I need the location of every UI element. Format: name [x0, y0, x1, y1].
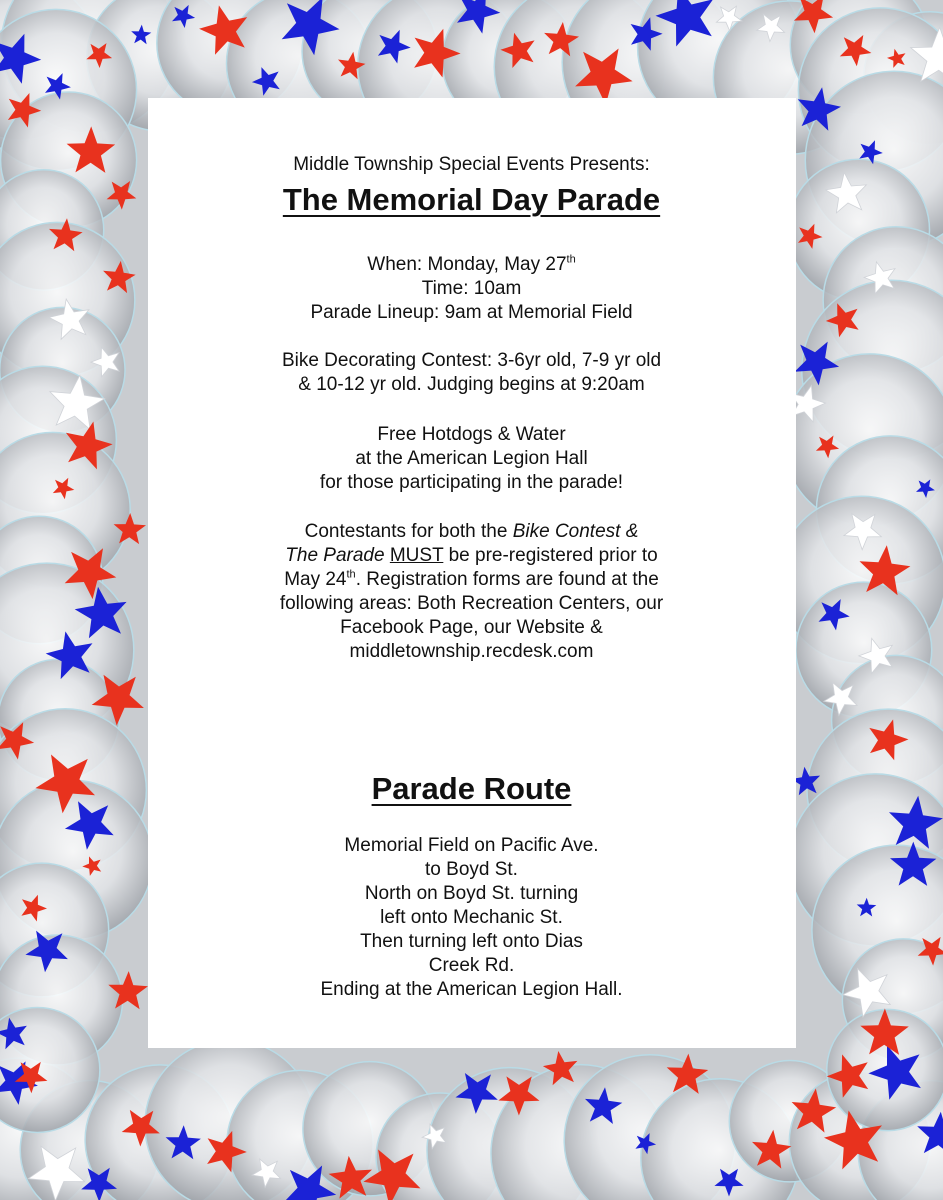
- registration-line-1: [170, 520, 773, 544]
- registration-info: [170, 520, 773, 664]
- registration-l1-a: Contestants for both the: [304, 521, 513, 542]
- time-line: Time: 10am: [421, 278, 522, 299]
- route-line: to Boyd St.: [425, 859, 518, 880]
- route-heading: [170, 770, 773, 808]
- deadline-suffix: th: [346, 568, 356, 581]
- route-line: left onto Mechanic St.: [380, 907, 563, 928]
- when-suffix: th: [566, 253, 576, 266]
- deadline-date: May 24: [284, 569, 347, 590]
- registration-l2-d: be pre-registered prior to: [443, 545, 658, 566]
- bike-contest: [170, 349, 773, 397]
- lineup-line: Parade Lineup: 9am at Memorial Field: [310, 302, 633, 323]
- route-line: North on Boyd St. turning: [364, 883, 579, 904]
- bike-contest-line-2: & 10-12 yr old. Judging begins at 9:20am: [298, 374, 645, 395]
- schedule: [170, 253, 773, 325]
- route-line: Creek Rd.: [428, 955, 515, 976]
- food-line-3: for those participating in the parade!: [319, 472, 624, 493]
- parade-emphasis: The Parade: [285, 545, 385, 566]
- must-underline: MUST: [389, 545, 444, 566]
- route-line: Ending at the American Legion Hall.: [320, 979, 623, 1000]
- when-text: When: Monday, May 27: [367, 254, 567, 275]
- route-line: Memorial Field on Pacific Ave.: [344, 835, 599, 856]
- bike-contest-emphasis: Bike Contest &: [512, 521, 639, 542]
- when-line: [170, 253, 773, 277]
- food-info: [170, 423, 773, 495]
- route-directions: [170, 834, 773, 1002]
- registration-line-4: following areas: Both Recreation Centers, our: [279, 593, 664, 614]
- registration-line-2: [170, 544, 773, 568]
- registration-line-5: Facebook Page, our Website &: [340, 617, 603, 638]
- presenter-line: Middle Township Special Events Presents:: [293, 154, 650, 175]
- bike-contest-line-1: Bike Decorating Contest: 3-6yr old, 7-9 yr old: [281, 350, 662, 371]
- header: [170, 153, 773, 219]
- route-title: Parade Route: [371, 771, 572, 806]
- page-title: The Memorial Day Parade: [282, 182, 661, 217]
- registration-l3-b: . Registration forms are found at the: [355, 569, 659, 590]
- registration-line-3: [170, 568, 773, 592]
- food-line-2: at the American Legion Hall: [355, 448, 588, 469]
- registration-line-6: middletownship.recdesk.com: [349, 641, 594, 662]
- route-line: Then turning left onto Dias: [360, 931, 583, 952]
- food-line-1: Free Hotdogs & Water: [377, 424, 566, 445]
